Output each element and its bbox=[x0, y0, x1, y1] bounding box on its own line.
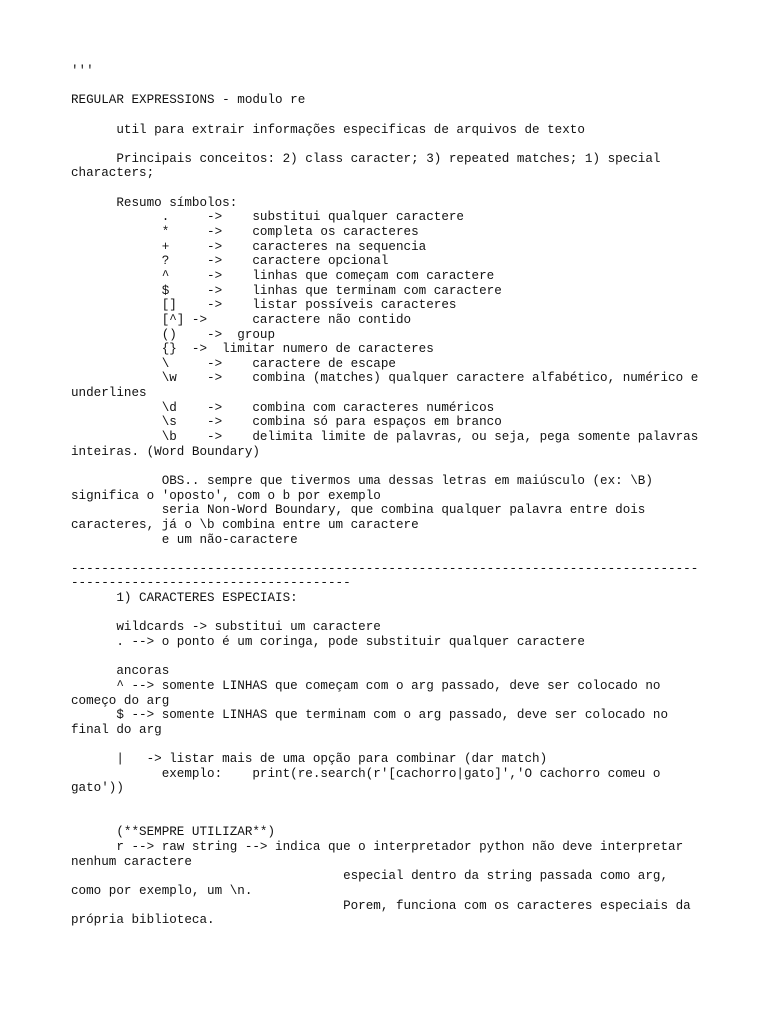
text-line: exemplo: print(re.search(r'[cachorro|gato]','O cachorro comeu o bbox=[71, 766, 661, 781]
text-line: * -> completa os caracteres bbox=[71, 225, 419, 240]
text-line: ----------------------------------------------------------------------------------- bbox=[71, 561, 699, 576]
text-line: $ --> somente LINHAS que terminam com o arg passado, deve ser colocado no bbox=[71, 708, 669, 723]
text-line: util para extrair informações especificas de arquivos de texto bbox=[71, 122, 585, 137]
text-line: \ -> caractere de escape bbox=[71, 356, 396, 371]
text-line: ^ -> linhas que começam com caractere bbox=[71, 268, 495, 283]
text-line: nenhum caractere bbox=[71, 854, 192, 869]
text-line: REGULAR EXPRESSIONS - modulo re bbox=[71, 93, 306, 108]
text-line: . --> o ponto é um coringa, pode substituir qualquer caractere bbox=[71, 634, 585, 649]
text-line: começo do arg bbox=[71, 693, 170, 708]
text-line: inteiras. (Word Boundary) bbox=[71, 444, 260, 459]
text-line: ancoras bbox=[71, 664, 170, 679]
text-line: + -> caracteres na sequencia bbox=[71, 239, 427, 254]
blank-line bbox=[71, 181, 711, 196]
text-line: \d -> combina com caracteres numéricos bbox=[71, 400, 495, 415]
text-line: \b -> delimita limite de palavras, ou seja, pega somente palavras bbox=[71, 430, 699, 445]
text-line: especial dentro da string passada como arg, bbox=[71, 869, 669, 884]
text-line: r --> raw string --> indica que o interpretador python não deve interpretar bbox=[71, 839, 684, 854]
text-line: (**SEMPRE UTILIZAR**) bbox=[71, 825, 276, 840]
text-line: Porem, funciona com os caracteres especiais da bbox=[71, 898, 691, 913]
text-line: characters; bbox=[71, 166, 155, 181]
blank-line bbox=[71, 137, 711, 152]
text-line: () -> group bbox=[71, 327, 276, 342]
text-line: como por exemplo, um \n. bbox=[71, 883, 253, 898]
text-line: wildcards -> substitui um caractere bbox=[71, 620, 381, 635]
text-line: {} -> limitar numero de caracteres bbox=[71, 342, 434, 357]
document-body bbox=[71, 64, 711, 928]
text-line: caracteres, já o \b combina entre um caractere bbox=[71, 517, 419, 532]
text-line: 1) CARACTERES ESPECIAIS: bbox=[71, 591, 298, 606]
text-line: \s -> combina só para espaços em branco bbox=[71, 415, 502, 430]
text-line: [^] -> caractere não contido bbox=[71, 312, 412, 327]
text-line: | -> listar mais de uma opção para combinar (dar match) bbox=[71, 752, 548, 767]
blank-line bbox=[71, 650, 711, 665]
blank-line bbox=[71, 737, 711, 752]
text-line: ''' bbox=[71, 64, 94, 78]
text-line: $ -> linhas que terminam com caractere bbox=[71, 283, 502, 298]
text-line: . -> substitui qualquer caractere bbox=[71, 210, 464, 225]
text-line: Principais conceitos: 2) class caracter; 3) repeated matches; 1) special bbox=[71, 151, 661, 166]
text-line: final do arg bbox=[71, 722, 162, 737]
text-line: e um não-caractere bbox=[71, 532, 298, 547]
text-line: Resumo símbolos: bbox=[71, 195, 238, 210]
text-line: ^ --> somente LINHAS que começam com o arg passado, deve ser colocado no bbox=[71, 678, 661, 693]
text-line: ------------------------------------- bbox=[71, 576, 351, 591]
text-line: ? -> caractere opcional bbox=[71, 254, 389, 269]
blank-line bbox=[71, 459, 711, 474]
text-line: underlines bbox=[71, 386, 147, 401]
blank-line bbox=[71, 796, 711, 811]
blank-line bbox=[71, 79, 711, 94]
text-line: OBS.. sempre que tivermos uma dessas letras em maiúsculo (ex: \B) bbox=[71, 473, 653, 488]
text-line: significa o 'oposto', com o b por exemplo bbox=[71, 488, 381, 503]
blank-line bbox=[71, 547, 711, 562]
text-line: \w -> combina (matches) qualquer caractere alfabético, numérico e bbox=[71, 371, 699, 386]
blank-line bbox=[71, 606, 711, 621]
text-line: seria Non-Word Boundary, que combina qualquer palavra entre dois bbox=[71, 503, 646, 518]
text-line: gato')) bbox=[71, 781, 124, 796]
text-line: própria biblioteca. bbox=[71, 913, 215, 928]
blank-line bbox=[71, 811, 711, 826]
blank-line bbox=[71, 108, 711, 123]
text-line: [] -> listar possíveis caracteres bbox=[71, 298, 457, 313]
